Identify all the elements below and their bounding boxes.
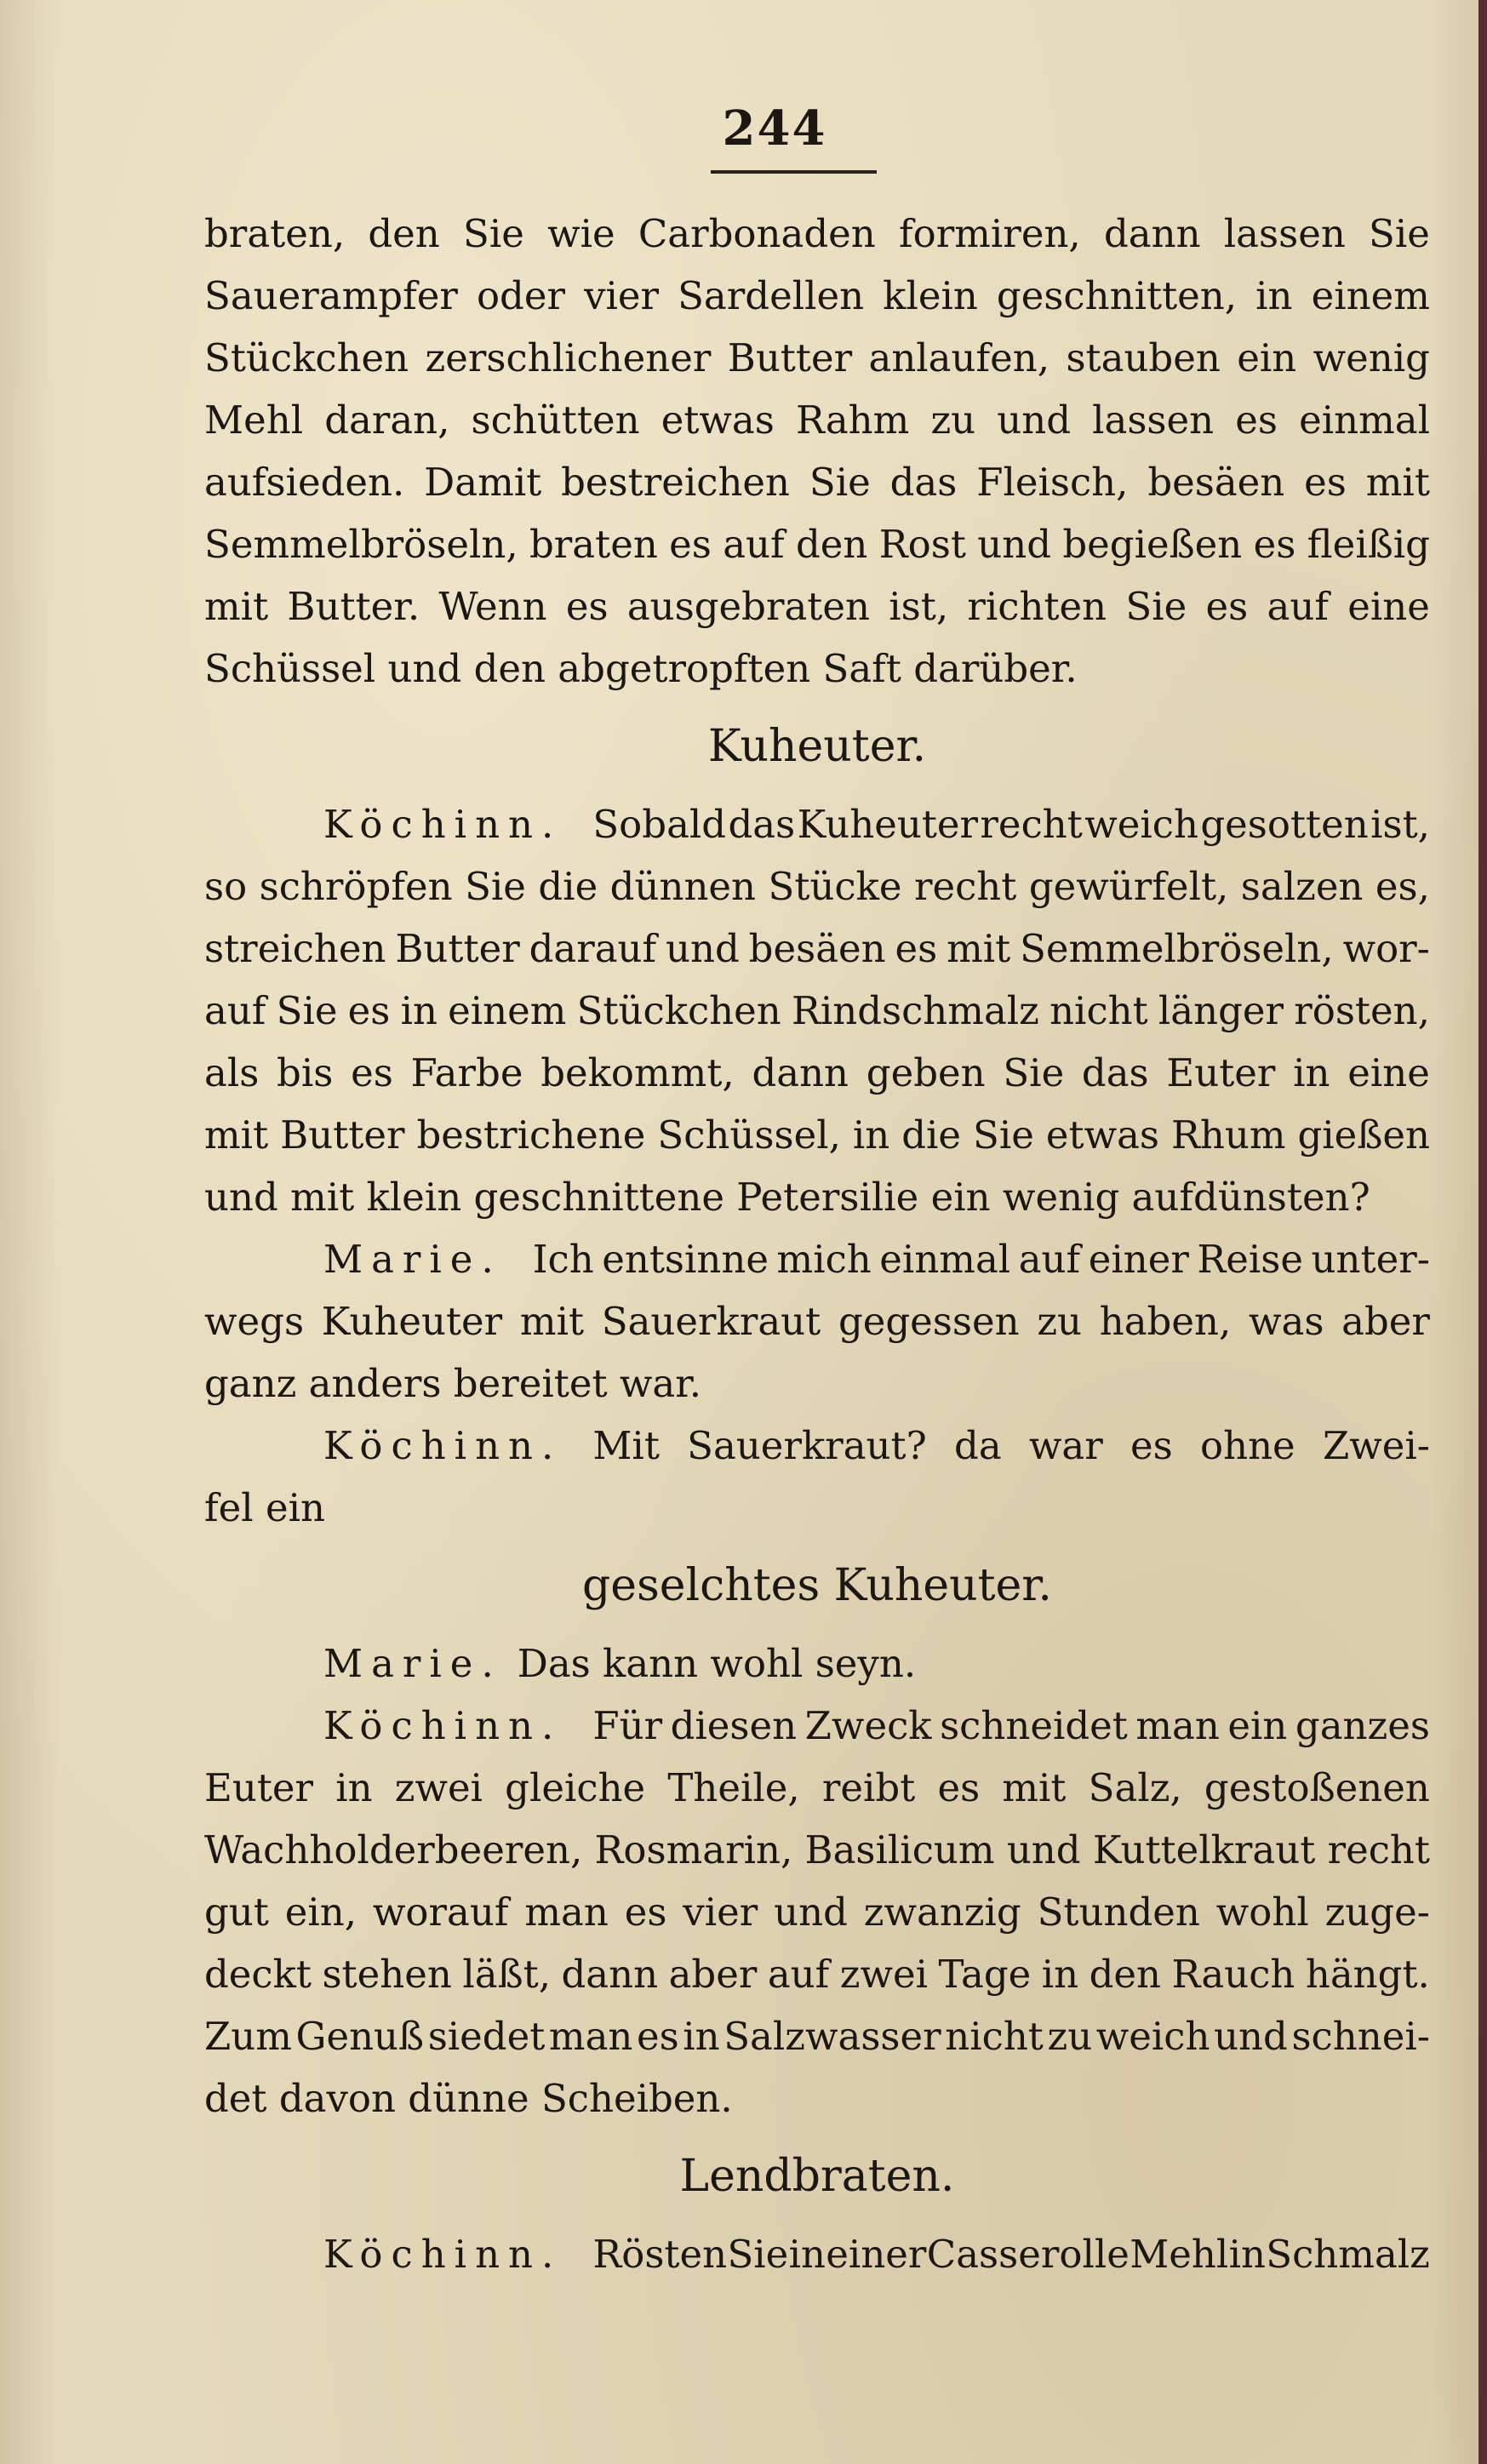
page-edge	[1478, 0, 1487, 2464]
word: haben,	[1099, 1299, 1232, 1344]
word: nicht	[1049, 988, 1148, 1033]
dialogue-text	[592, 1695, 1430, 1757]
word: Butter.	[287, 584, 420, 629]
word: es	[1235, 397, 1278, 443]
word: man	[524, 1889, 609, 1935]
word: Rosmarin,	[594, 1827, 793, 1872]
word: zu	[1047, 2014, 1093, 2059]
word: den	[796, 522, 868, 567]
word: den	[368, 211, 440, 256]
word: zerschlichener	[425, 335, 712, 380]
word: zu	[930, 397, 976, 443]
word: richten	[967, 584, 1107, 629]
word: stehen	[322, 1952, 452, 1997]
word: gießen	[1297, 1112, 1430, 1158]
word: Rahm	[795, 397, 910, 443]
word: gegessen	[838, 1299, 1020, 1344]
word: als	[204, 1050, 260, 1095]
word: Semmelbröseln,	[1020, 926, 1334, 971]
word: bekommt,	[540, 1050, 735, 1095]
word: in	[1293, 1050, 1330, 1095]
word: Sauerkraut?	[687, 1423, 927, 1468]
word: da	[954, 1423, 1002, 1468]
speaker-name: Köchinn.	[323, 2232, 563, 2277]
paragraph-1	[204, 203, 1430, 700]
word: ein,	[284, 1889, 357, 1935]
word: mit	[947, 926, 1011, 971]
word: und	[997, 397, 1072, 443]
word: in	[1228, 2232, 1266, 2277]
word: Mit	[592, 1423, 660, 1468]
word: deckt	[204, 1952, 312, 1997]
word: ganzes	[1295, 1703, 1430, 1748]
word: aber	[1341, 1299, 1430, 1344]
word: etwas	[661, 397, 775, 443]
text-line: und mit klein geschnittene Petersilie ein wenig aufdünsten?	[204, 1175, 1370, 1220]
paragraph-marie-1	[204, 1228, 1430, 1415]
word: in	[1255, 273, 1293, 318]
word: begießen	[1062, 522, 1243, 567]
word: wie	[547, 211, 615, 256]
word: man	[548, 2014, 633, 2059]
word: bis	[277, 1050, 334, 1095]
word: Zum	[204, 2014, 292, 2059]
word: Sie	[465, 864, 526, 909]
word: aber	[668, 1952, 758, 1997]
word: besäen	[748, 926, 886, 971]
word: geben	[866, 1050, 986, 1095]
dialogue-line-first	[204, 1632, 1430, 1695]
word: Stückchen	[204, 335, 409, 380]
word: mit	[1002, 1765, 1067, 1810]
word: einer	[826, 2232, 927, 2277]
word: Reise	[1197, 1237, 1304, 1282]
word: Euter	[1166, 1050, 1276, 1095]
word: einmal	[1299, 397, 1430, 443]
section-heading-kuheuter: Kuheuter.	[707, 721, 927, 772]
word: Butter	[395, 926, 520, 971]
word: mit	[1365, 460, 1430, 505]
word: Sie	[1003, 1050, 1065, 1095]
paragraph-kuheuter	[204, 793, 1430, 1228]
word: in	[335, 1765, 373, 1810]
page-number-rule	[711, 170, 877, 174]
word: man	[1135, 1703, 1220, 1748]
word: fleißig	[1307, 522, 1430, 567]
text-line: Schüssel und den abgetropften Saft darüber.	[204, 646, 1078, 691]
word: auf	[723, 522, 785, 567]
text-line	[204, 2005, 1430, 2067]
word: in	[1041, 1952, 1079, 1997]
word: die	[538, 864, 598, 909]
word: einem	[1311, 273, 1430, 318]
word: besäen	[1147, 460, 1285, 505]
word: es	[937, 1765, 981, 1810]
word: einer	[1088, 1237, 1189, 1282]
word: gleiche	[505, 1765, 646, 1810]
word: braten,	[204, 211, 346, 256]
word: dann	[561, 1952, 659, 1997]
word: Schüssel,	[657, 1112, 841, 1158]
word: Carbonaden	[638, 211, 876, 256]
word: lassen	[1092, 397, 1215, 443]
text-line	[204, 327, 1430, 389]
word: Schmalz	[1266, 2232, 1430, 2277]
word: Stückchen	[576, 988, 781, 1033]
paragraph-koechinn-2	[204, 1415, 1430, 1539]
word: schnei-	[1291, 2014, 1430, 2059]
word: streichen	[204, 926, 386, 971]
word: dünnen	[609, 864, 757, 909]
word: recht	[1327, 1827, 1430, 1872]
speaker-name: Köchinn.	[323, 1423, 563, 1468]
word: Theile,	[667, 1765, 800, 1810]
word: es	[1253, 522, 1296, 567]
word: Mehl	[204, 397, 304, 443]
word: zuge-	[1324, 1889, 1430, 1935]
word: Sauerampfer	[204, 273, 458, 318]
section-heading-geselchtes-kuheuter: geselchtes Kuheuter.	[582, 1560, 1052, 1611]
word: Rost	[878, 522, 966, 567]
dialogue-line-first	[204, 1415, 1430, 1477]
word: Damit	[424, 460, 542, 505]
word: wohl	[1215, 1889, 1309, 1935]
word: einem	[448, 988, 567, 1033]
word: zwei	[394, 1765, 483, 1810]
word: und	[774, 1889, 848, 1935]
word: darauf	[529, 926, 657, 971]
word: Tage	[938, 1952, 1032, 1997]
word: was	[1248, 1299, 1324, 1344]
word: ist,	[889, 584, 949, 629]
text-line	[204, 980, 1430, 1042]
word: schütten	[471, 397, 640, 443]
word: gewürfelt,	[1028, 864, 1229, 909]
text-line	[204, 1943, 1430, 2005]
word: Kuttelkraut	[1092, 1827, 1316, 1872]
word: und	[977, 522, 1052, 567]
text-line	[204, 1042, 1430, 1104]
word: und	[1006, 1827, 1081, 1872]
word: es	[669, 522, 712, 567]
word: entsinne	[602, 1237, 769, 1282]
word: worauf	[372, 1889, 509, 1935]
page-number: 244	[722, 100, 827, 157]
word: Sie	[1125, 584, 1187, 629]
word: die	[901, 1112, 962, 1158]
word: und	[666, 926, 740, 971]
word: so	[204, 864, 248, 909]
word: Rhum	[1170, 1112, 1286, 1158]
word: gut	[204, 1889, 269, 1935]
text-line	[204, 389, 1430, 451]
word: Salz,	[1088, 1765, 1182, 1810]
word: Casserolle	[926, 2232, 1130, 2277]
word: in	[852, 1112, 890, 1158]
word: ein	[1237, 335, 1297, 380]
word: eine	[1347, 584, 1430, 629]
word: mit	[204, 584, 269, 629]
word: weich	[1084, 802, 1198, 847]
speaker-name: Köchinn.	[323, 1703, 563, 1748]
word: läßt,	[462, 1952, 552, 1997]
word: in	[683, 2014, 720, 2059]
word: vier	[584, 273, 660, 318]
word: wegs	[204, 1299, 305, 1344]
text-line	[204, 1881, 1430, 1943]
word: nicht	[945, 2014, 1044, 2059]
word: schneidet	[940, 1703, 1128, 1748]
word: zu	[1037, 1299, 1083, 1344]
word: Rindschmalz	[791, 988, 1039, 1033]
text-line	[204, 855, 1430, 918]
word: es	[1205, 584, 1249, 629]
word: bestreichen	[561, 460, 791, 505]
text-line	[204, 265, 1430, 327]
word: Wenn	[438, 584, 547, 629]
word: das	[889, 460, 958, 505]
word: Sauerkraut	[601, 1299, 821, 1344]
word: und	[1214, 2014, 1288, 2059]
word: Rauch	[1171, 1952, 1295, 1997]
word: Farbe	[410, 1050, 523, 1095]
section-heading-lendbraten: Lendbraten.	[679, 2151, 955, 2202]
word: ein	[1227, 1703, 1288, 1748]
word: länger	[1158, 988, 1284, 1033]
text-line	[204, 1290, 1430, 1352]
word: braten	[529, 522, 658, 567]
word: Kuheuter	[797, 802, 979, 847]
word: Zweck	[804, 1703, 932, 1748]
word: Salzwasser	[723, 2014, 941, 2059]
word: ausgebraten	[626, 584, 870, 629]
word: es	[565, 584, 609, 629]
word: Semmelbröseln,	[204, 522, 518, 567]
word: es	[351, 1050, 393, 1095]
word: Mehl	[1130, 2232, 1229, 2277]
text-line	[204, 513, 1430, 575]
word: Stunden	[1037, 1889, 1200, 1935]
speaker-name: Marie.	[323, 1237, 502, 1282]
word: vier	[683, 1889, 758, 1935]
text-line	[204, 451, 1430, 513]
text-line	[204, 1757, 1430, 1819]
word: eine	[1347, 1050, 1430, 1095]
word: zwei	[839, 1952, 928, 1997]
text-line	[204, 918, 1430, 980]
paragraph-koechinn-3	[204, 1695, 1430, 2130]
word: Stücke	[768, 864, 902, 909]
word: es	[895, 926, 938, 971]
word: Sie	[463, 211, 524, 256]
word: auf	[1267, 584, 1329, 629]
word: Sie	[973, 1112, 1034, 1158]
word: Sobald	[592, 802, 727, 847]
word: Sie	[276, 988, 338, 1033]
word: Sardellen	[678, 273, 865, 318]
word: auf	[767, 1952, 830, 1997]
word: den	[1089, 1952, 1161, 1997]
word: recht	[913, 864, 1017, 909]
word: gestoßenen	[1204, 1765, 1430, 1810]
word: in	[400, 988, 438, 1033]
dialogue-line-first	[204, 1228, 1430, 1290]
word: lassen	[1223, 211, 1346, 256]
word: formiren,	[898, 211, 1081, 256]
word: geschnitten,	[996, 273, 1238, 318]
word: es	[347, 988, 391, 1033]
word: unter-	[1311, 1237, 1430, 1282]
word: wenig	[1313, 335, 1430, 380]
paragraph-marie-2	[204, 1632, 1430, 1695]
dialogue-line-first	[204, 1695, 1430, 1757]
word: salzen	[1240, 864, 1364, 909]
word: es	[1130, 1423, 1173, 1468]
dialogue-text	[592, 2223, 1430, 2285]
word: Sie	[809, 460, 871, 505]
word: mich	[776, 1237, 872, 1282]
text-line	[204, 1819, 1430, 1881]
text-line	[204, 1104, 1430, 1166]
word: mit	[519, 1299, 585, 1344]
dialogue-text: Das kann wohl seyn.	[517, 1641, 917, 1686]
word: war	[1028, 1423, 1103, 1468]
word: hängt.	[1305, 1952, 1430, 1997]
word: Butter	[727, 335, 853, 380]
word: dann	[1103, 211, 1201, 256]
word: reibt	[821, 1765, 916, 1810]
word: auf	[1018, 1237, 1081, 1282]
word: ist,	[1370, 802, 1430, 847]
word: dann	[752, 1050, 849, 1095]
word: auf	[204, 988, 266, 1033]
word: anlaufen,	[868, 335, 1050, 380]
word: Wachholderbeeren,	[204, 1827, 583, 1872]
word: siedet	[427, 2014, 546, 2059]
word: es	[624, 1889, 667, 1935]
word: Butter	[280, 1112, 405, 1158]
text-line: det davon dünne Scheiben.	[204, 2076, 733, 2121]
word: Sie	[1369, 211, 1430, 256]
word: das	[728, 802, 796, 847]
speaker-name: Marie.	[323, 1641, 502, 1686]
dialogue-line-first	[204, 793, 1430, 855]
word: Genuß	[295, 2014, 425, 2059]
word: Sie	[727, 2232, 789, 2277]
dialogue-line-first	[204, 2223, 1430, 2285]
word: es,	[1375, 864, 1430, 909]
word: oder	[476, 273, 565, 318]
word: wor-	[1342, 926, 1430, 971]
word: Für	[592, 1703, 663, 1748]
dialogue-text	[592, 793, 1430, 855]
word: es	[1304, 460, 1347, 505]
word: das	[1081, 1050, 1149, 1095]
speaker-name: Köchinn.	[323, 802, 563, 847]
word: einmal	[879, 1237, 1011, 1282]
word: klein	[883, 273, 978, 318]
paragraph-lendbraten	[204, 2223, 1430, 2285]
word: Rösten	[592, 2232, 728, 2277]
word: Fleisch,	[976, 460, 1129, 505]
text-line	[204, 575, 1430, 637]
dialogue-text	[592, 1415, 1430, 1477]
word: gesotten	[1200, 802, 1369, 847]
word: rösten,	[1294, 988, 1430, 1033]
word: schröpfen	[259, 864, 453, 909]
word: Zwei-	[1322, 1423, 1430, 1468]
word: daran,	[324, 397, 450, 443]
body-text	[204, 203, 1430, 2285]
word: bestrichene	[416, 1112, 646, 1158]
word: ohne	[1200, 1423, 1295, 1468]
text-line: fel ein	[204, 1485, 325, 1530]
word: weich	[1095, 2014, 1210, 2059]
word: diesen	[670, 1703, 798, 1748]
word: Euter	[204, 1765, 314, 1810]
text-line: ganz anders bereitet war.	[204, 1361, 702, 1406]
word: etwas	[1045, 1112, 1160, 1158]
text-line	[204, 203, 1430, 265]
word: mit	[204, 1112, 269, 1158]
word: Ich	[532, 1237, 594, 1282]
word: es	[636, 2014, 679, 2059]
word: zwanzig	[863, 1889, 1021, 1935]
dialogue-text	[533, 1228, 1430, 1290]
word: Kuheuter	[321, 1299, 503, 1344]
word: aufsieden.	[204, 460, 405, 505]
word: recht	[980, 802, 1083, 847]
word: stauben	[1066, 335, 1221, 380]
word: Basilicum	[804, 1827, 995, 1872]
word: in	[788, 2232, 826, 2277]
